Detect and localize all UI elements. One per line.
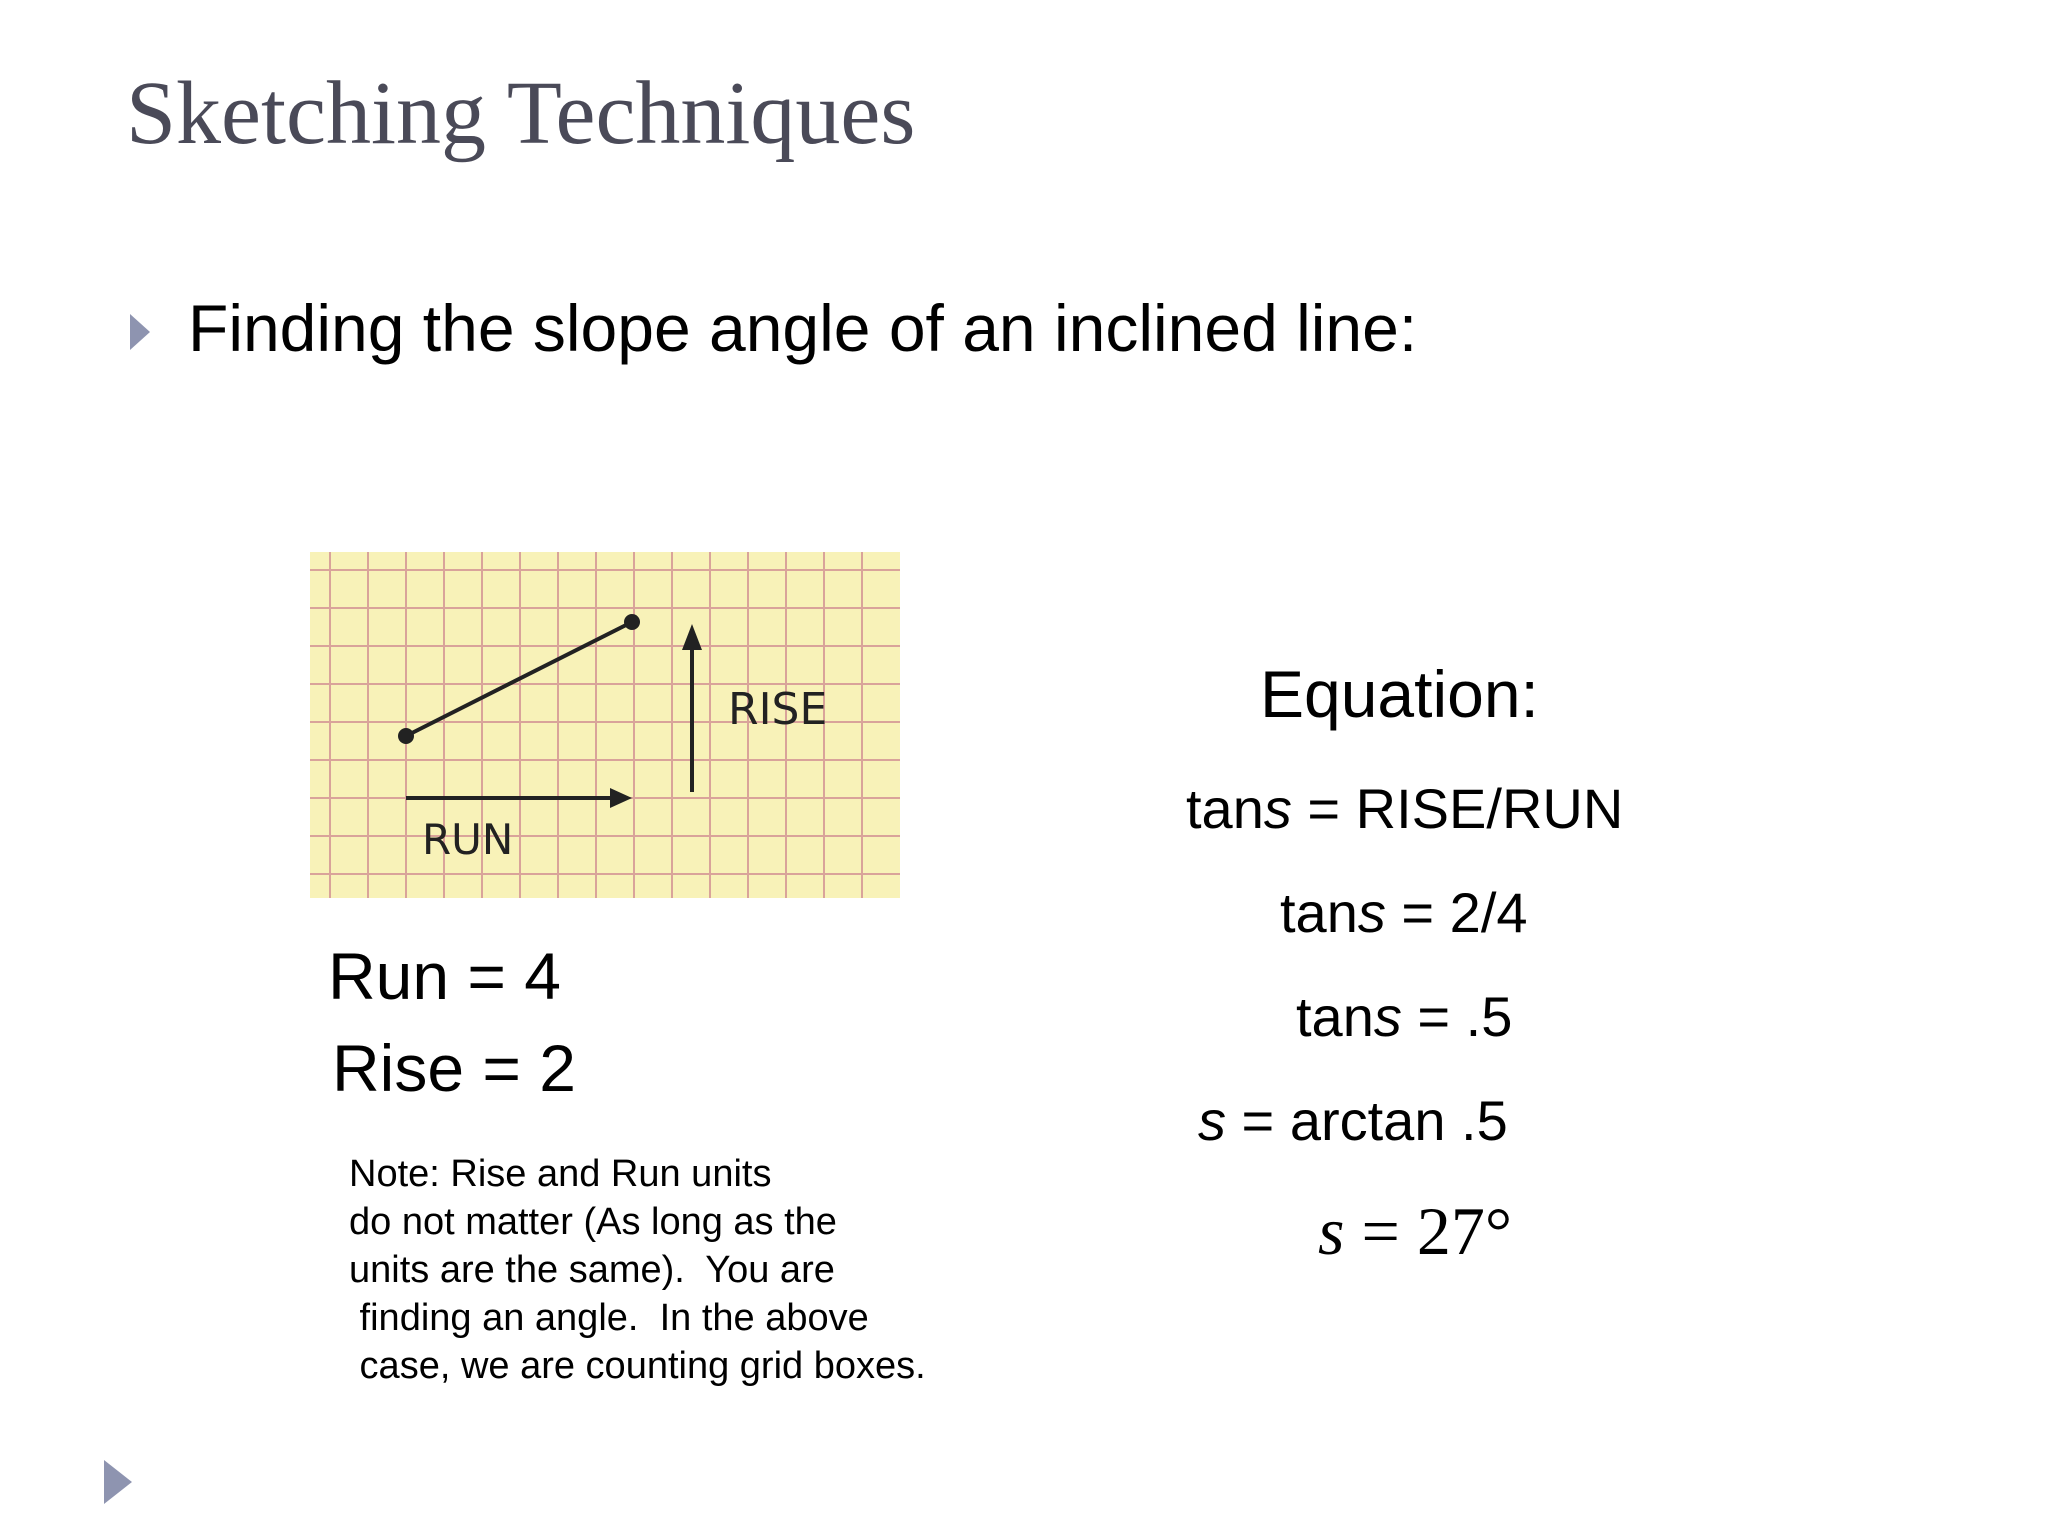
note-line: do not matter (As long as the (349, 1201, 837, 1243)
grid-paper-sketch (310, 552, 900, 898)
run-value: Run = 4 (328, 939, 561, 1013)
equation-line-3 (1296, 984, 1512, 1049)
slide-title: Sketching Techniques (126, 64, 916, 163)
angle-symbol: s (1263, 777, 1292, 840)
angle-symbol: s (1357, 881, 1386, 944)
equation-line-2 (1280, 880, 1528, 945)
equation-line-1 (1186, 776, 1623, 841)
equation-heading: Equation: (1260, 657, 1539, 731)
equation-rhs: = arctan .5 (1226, 1089, 1508, 1152)
bullet-arrow-icon (130, 314, 150, 350)
note-line: case, we are counting grid boxes. (349, 1345, 926, 1387)
note-line: units are the same). You are (349, 1249, 835, 1291)
equation-function: tan (1296, 985, 1374, 1048)
equation-function: tan (1280, 881, 1358, 944)
angle-symbol: s (1198, 1089, 1226, 1152)
rise-handwritten-label: RISE (728, 684, 828, 735)
note-text (349, 1150, 926, 1390)
note-line: Note: Rise and Run units (349, 1153, 772, 1195)
equation-rhs: = 2/4 (1385, 881, 1528, 944)
angle-symbol: s (1373, 985, 1402, 1048)
grid-paper-image (310, 552, 900, 898)
rise-value: Rise = 2 (332, 1031, 576, 1105)
equation-result (1318, 1192, 1512, 1271)
angle-symbol: s (1318, 1193, 1345, 1269)
note-line: finding an angle. In the above (349, 1297, 869, 1339)
line-endpoint-left (398, 728, 414, 744)
line-endpoint-right (624, 614, 640, 630)
bullet-text: Finding the slope angle of an inclined line: (188, 291, 1418, 365)
result-value: = 27° (1344, 1193, 1513, 1269)
equation-function: tan (1186, 777, 1264, 840)
equation-line-4 (1198, 1088, 1508, 1153)
equation-rhs: = .5 (1401, 985, 1513, 1048)
equation-rhs: = RISE/RUN (1291, 777, 1624, 840)
run-handwritten-label: RUN (422, 815, 514, 864)
slide-nav-arrow-icon[interactable] (104, 1460, 132, 1504)
